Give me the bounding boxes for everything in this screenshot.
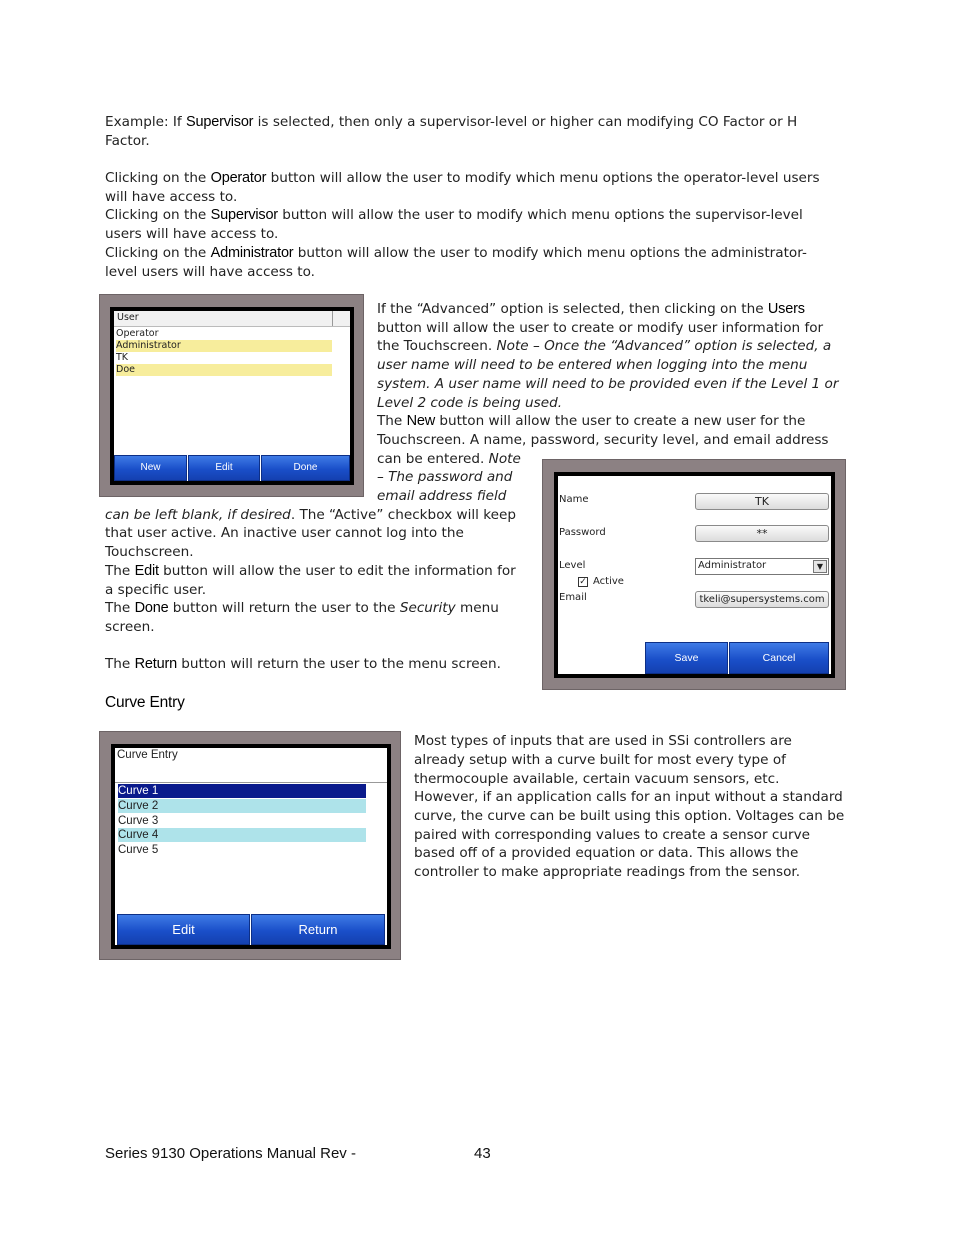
done-button[interactable]: Done xyxy=(261,455,350,481)
curve-entry-screenshot xyxy=(99,731,401,960)
operator-keyword: Operator xyxy=(210,170,267,186)
user-row-tk[interactable]: TK xyxy=(116,352,129,363)
example-line-2: Factor. xyxy=(105,133,150,149)
curve-text-4: However, if an application calls for an input without a standard xyxy=(414,789,843,805)
page-number: 43 xyxy=(474,1145,491,1162)
supervisor-line-1: Clicking on the Supervisor button will allow the user to modify which menu options the supervisor-level xyxy=(105,207,803,223)
name-label: Name xyxy=(559,494,589,505)
return-line: The Return button will return the user to the menu screen. xyxy=(105,656,501,672)
users-keyword: Users xyxy=(767,301,805,317)
curve-row-2[interactable]: Curve 2 xyxy=(118,799,366,813)
supervisor-keyword-2: Supervisor xyxy=(210,207,278,223)
curve-text-3: thermocouple available, certain vacuum sensors, etc. xyxy=(414,771,780,787)
note-line-2: that user active. An inactive user cannot log into the xyxy=(105,525,464,541)
users-line-1: If the “Advanced” option is selected, then clicking on the Users xyxy=(377,301,805,317)
edit-button[interactable]: Edit xyxy=(188,455,260,481)
user-edit-screenshot xyxy=(542,459,846,690)
new-line-1: The New button will allow the user to create a new user for the xyxy=(377,413,806,429)
curve-text-8: controller to make appropriate readings from the sensor. xyxy=(414,864,801,880)
new-line-2: Touchscreen. A name, password, security level, and email address xyxy=(377,432,829,448)
done-keyword: Done xyxy=(134,600,169,616)
curve-title: Curve Entry xyxy=(117,749,178,761)
supervisor-line-2: users will have access to. xyxy=(105,226,279,242)
user-list-screenshot xyxy=(99,294,364,497)
edit-line-2: a specific user. xyxy=(105,582,207,598)
users-line-3: the Touchscreen. Note – Once the “Advanced” option is selected, a xyxy=(377,338,832,354)
email-field[interactable]: tkeli@supersystems.com xyxy=(695,591,829,608)
note-line-3: Touchscreen. xyxy=(105,544,194,560)
active-label: Active xyxy=(593,576,624,587)
name-field[interactable]: TK xyxy=(695,493,829,510)
curve-return-button[interactable]: Return xyxy=(251,914,385,945)
user-edit-screen xyxy=(558,476,831,674)
curve-text-5: curve, the curve can be built using this option. Voltages can be xyxy=(414,808,845,824)
operator-line-1: Clicking on the Operator button will allow the user to modify which menu options the operator-level users xyxy=(105,170,820,186)
users-line-4: user name will need to be entered when logging into the menu xyxy=(377,357,808,373)
curve-text-2: already setup with a curve built for most every type of xyxy=(414,752,786,768)
curve-edit-button[interactable]: Edit xyxy=(117,914,250,945)
user-row-administrator[interactable]: Administrator xyxy=(116,340,332,352)
curve-row-1[interactable]: Curve 1 xyxy=(118,784,366,798)
footer-title: Series 9130 Operations Manual Rev - xyxy=(105,1145,356,1162)
curve-text-6: paired with corresponding values to create a sensor curve xyxy=(414,827,810,843)
administrator-line-2: level users will have access to. xyxy=(105,264,315,280)
curve-entry-heading: Curve Entry xyxy=(105,694,185,711)
save-button[interactable]: Save xyxy=(645,642,728,674)
new-line-3: can be entered. Note xyxy=(377,451,521,467)
done-line-2: screen. xyxy=(105,619,155,635)
note-line-1: can be left blank, if desired. The “Active” checkbox will keep xyxy=(105,507,516,523)
cancel-button[interactable]: Cancel xyxy=(729,642,829,674)
user-row-doe[interactable]: Doe xyxy=(116,364,332,376)
level-label: Level xyxy=(559,560,586,571)
user-list-screen xyxy=(114,311,350,481)
administrator-line-1: Clicking on the Administrator button will allow the user to modify which menu options the administrator- xyxy=(105,245,807,261)
edit-line-1: The Edit button will allow the user to edit the information for xyxy=(105,563,516,579)
curve-row-3[interactable]: Curve 3 xyxy=(118,815,159,827)
supervisor-keyword: Supervisor xyxy=(186,114,254,130)
password-label: Password xyxy=(559,527,606,538)
return-keyword: Return xyxy=(134,656,177,672)
operator-line-2: will have access to. xyxy=(105,189,238,205)
password-field[interactable]: ** xyxy=(695,525,829,542)
curve-text-1: Most types of inputs that are used in SSi controllers are xyxy=(414,733,792,749)
curve-title-box xyxy=(115,748,387,783)
new-line-5: email address field xyxy=(377,488,507,504)
active-checkbox[interactable]: ✓ xyxy=(579,577,587,587)
curve-entry-screen xyxy=(115,748,387,945)
users-line-5: system. A user name will need to be provided even if the Level 1 or xyxy=(377,376,839,392)
new-keyword: New xyxy=(406,413,436,429)
email-label: Email xyxy=(559,592,587,603)
users-line-6: Level 2 code is being used. xyxy=(377,395,563,411)
users-line-2: button will allow the user to create or modify user information for xyxy=(377,320,824,336)
curve-text-7: based off of a provided equation or data. This allows the xyxy=(414,845,799,861)
user-list-header: User xyxy=(114,311,350,327)
user-row-operator[interactable]: Operator xyxy=(116,328,159,339)
curve-row-4[interactable]: Curve 4 xyxy=(118,828,366,842)
new-button[interactable]: New xyxy=(114,455,187,481)
new-line-4: – The password and xyxy=(377,469,513,485)
example-line-1: Example: If Supervisor is selected, then only a supervisor-level or higher can modifying CO Factor or H xyxy=(105,114,798,130)
edit-keyword: Edit xyxy=(134,563,159,579)
curve-row-5[interactable]: Curve 5 xyxy=(118,844,159,856)
level-select[interactable]: Administrator ▼ xyxy=(695,558,829,575)
chevron-down-icon[interactable]: ▼ xyxy=(813,560,827,573)
administrator-keyword: Administrator xyxy=(210,245,294,261)
done-line-1: The Done button will return the user to the Security menu xyxy=(105,600,499,616)
